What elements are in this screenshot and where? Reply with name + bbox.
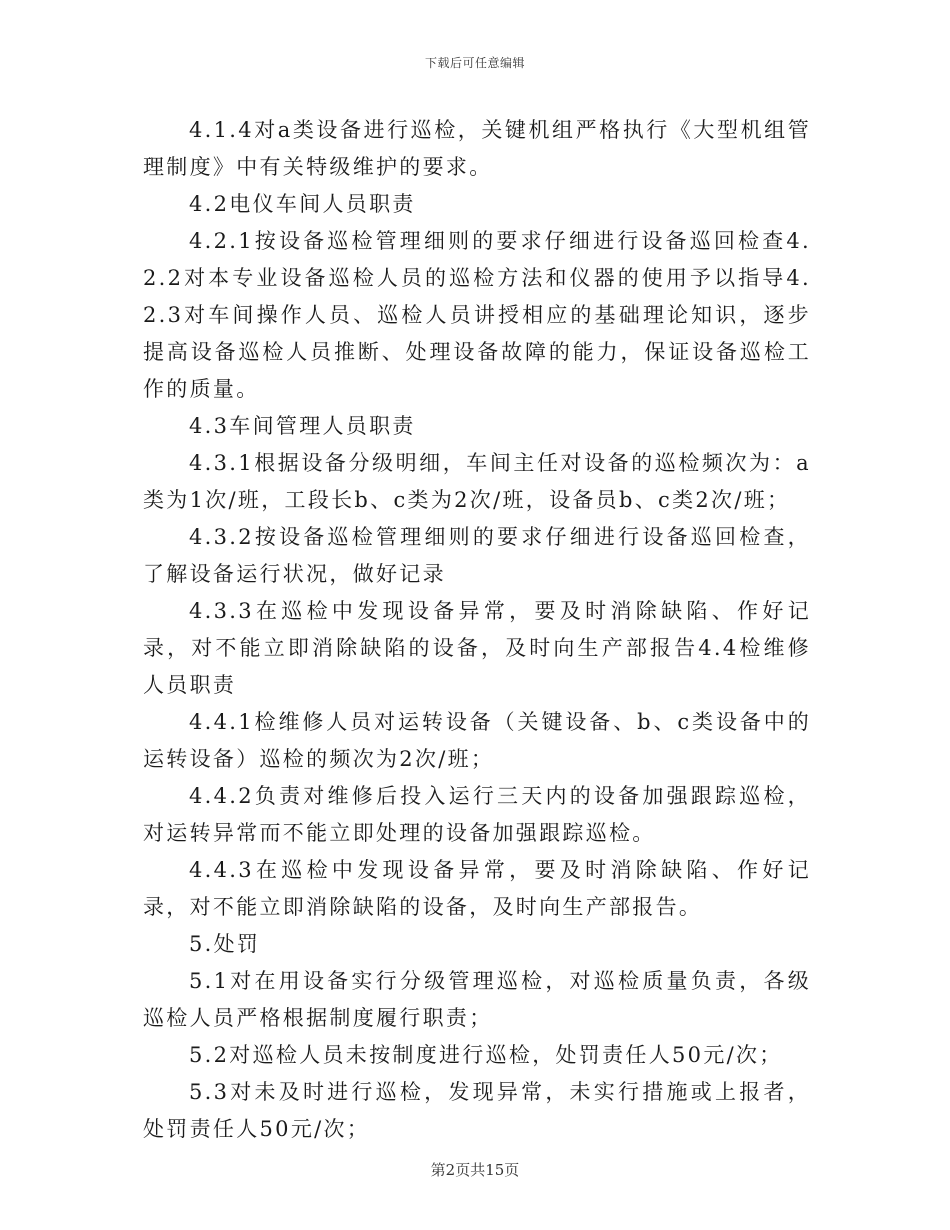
- paragraph-4-3-2: 4.3.2按设备巡检管理细则的要求仔细进行设备巡回检查，了解设备运行状况，做好记录: [143, 525, 811, 586]
- heading-4-2: 4.2电仪车间人员职责: [189, 192, 416, 216]
- paragraph-4-1-4: 4.1.4对a类设备进行巡检，关键机组严格执行《大型机组管理制度》中有关特级维护的要求。: [143, 118, 811, 179]
- heading-5: 5.处罚: [189, 932, 261, 956]
- paragraph-4-4-3: 4.4.3在巡检中发现设备异常，要及时消除缺陷、作好记录，对不能立即消除缺陷的设备，及时向生产部报告。: [143, 858, 811, 919]
- paragraph-4-3-1: 4.3.1根据设备分级明细，车间主任对设备的巡检频次为：a类为1次/班，工段长b、c类为2次/班，设备员b、c类2次/班；: [143, 451, 811, 512]
- page-number: 第2页共15页: [430, 1161, 520, 1179]
- heading-4-3: 4.3车间管理人员职责: [189, 414, 416, 438]
- paragraph-5-2: 5.2对巡检人员未按制度进行巡检，处罚责任人50元/次；: [189, 1043, 783, 1067]
- paragraph-4-4-2: 4.4.2负责对维修后投入运行三天内的设备加强跟踪巡检，对运转异常而不能立即处理的设备加强跟踪巡检。: [143, 784, 811, 845]
- page-header: 下载后可任意编辑: [424, 56, 525, 70]
- paragraph-5-3: 5.3对未及时进行巡检，发现异常，未实行措施或上报者，处罚责任人50元/次；: [143, 1080, 811, 1141]
- paragraph-4-2-1: 4.2.1按设备巡检管理细则的要求仔细进行设备巡回检查4.2.2对本专业设备巡检人员的巡检方法和仪器的使用予以指导4.2.3对车间操作人员、巡检人员讲授相应的基础理论知识，逐步提高设备巡检人员推断、处理设备故障的能力，保证设备巡检工作的质量。: [143, 229, 811, 401]
- paragraph-4-3-3: 4.3.3在巡检中发现设备异常，要及时消除缺陷、作好记录，对不能立即消除缺陷的设备，及时向生产部报告4.4检维修人员职责: [143, 599, 811, 697]
- paragraph-5-1: 5.1对在用设备实行分级管理巡检，对巡检质量负责，各级巡检人员严格根据制度履行职责；: [143, 969, 811, 1030]
- paragraph-4-4-1: 4.4.1检维修人员对运转设备（关键设备、b、c类设备中的运转设备）巡检的频次为2次/班；: [143, 710, 811, 771]
- document-body: [143, 112, 811, 1148]
